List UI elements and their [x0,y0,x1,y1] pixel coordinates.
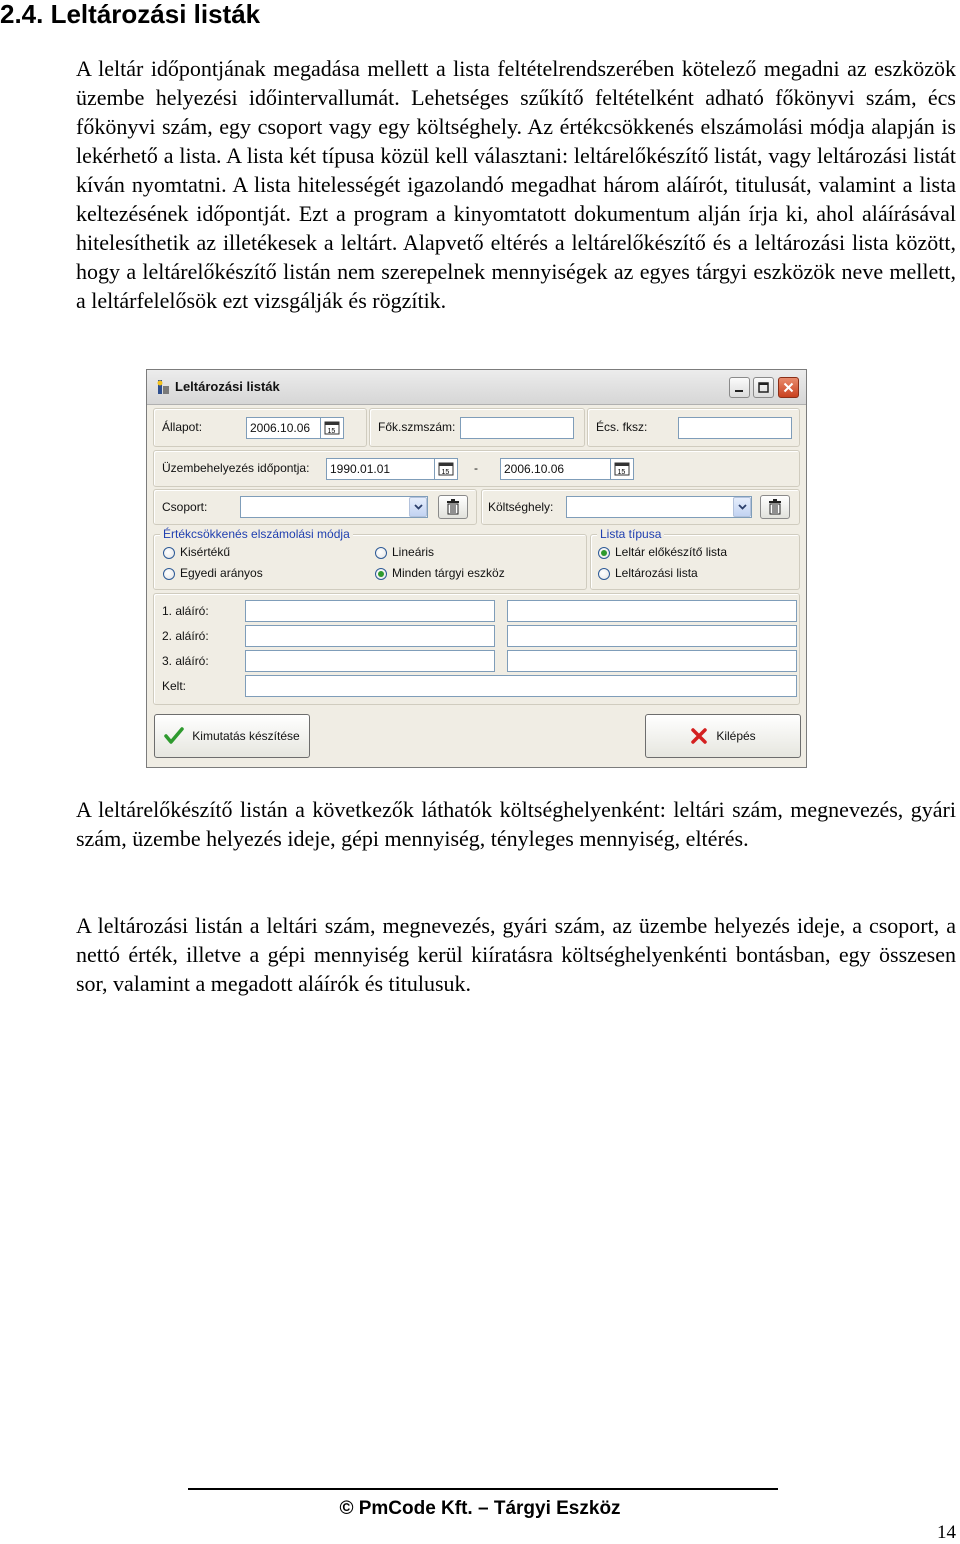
kilepes-label: Kilépés [716,729,756,743]
trash-icon [768,499,782,515]
svg-text:15: 15 [617,469,626,476]
signer-3-label: 3. aláíró: [162,654,209,668]
section-heading: 2.4. Leltározási listák [0,0,261,29]
radio-egyedi-aranyos[interactable] [163,568,175,580]
maximize-icon [758,382,769,393]
leltarozasi-paragraph: A leltározási listán a leltári szám, megnevezés, gyári szám, az üzembe helyezés ideje, a csoport, a nettó érték, illetve a gépi mennyiség kerül kiíratásra költséghelyenkénti bontásban, egy összesen sor, valamint a megadott aláírók és titulusuk. [76,913,956,996]
radio-kiserteku[interactable] [163,547,175,559]
signer-2-label: 2. aláíró: [162,629,209,643]
kelt-label: Kelt: [162,679,187,693]
signer-2-title-input[interactable] [507,625,797,647]
maximize-button[interactable] [753,377,774,398]
uzembehelyezes-to-input[interactable]: 2006.10.06 [500,458,610,480]
footer-text: © PmCode Kft. – Tárgyi Eszköz [339,1498,621,1519]
signer-3-title-input[interactable] [507,650,797,672]
radio-minden-targyi-eszkoz-label: Minden tárgyi eszköz [392,566,505,580]
to-calendar-button[interactable] [610,458,634,480]
koltseghely-label: Költséghely: [488,500,554,514]
from-calendar-button[interactable] [434,458,458,480]
calendar-icon [614,462,630,476]
koltseghely-group [481,489,800,525]
minimize-button[interactable] [729,377,750,398]
dialog-title: Leltározási listák [175,379,280,394]
close-icon [783,382,794,393]
csoport-clear-button[interactable] [438,495,468,519]
page-number: 14 [937,1522,956,1543]
csoport-label: Csoport: [162,500,208,514]
csoport-dropdown-button[interactable] [409,497,427,517]
minimize-icon [734,382,745,393]
date-range-separator: - [474,461,478,475]
kimutatas-keszitese-label: Kimutatás készítése [192,729,300,743]
radio-leltar-elokeszito[interactable] [598,547,610,559]
intro-paragraph: A leltár időpontjának megadása mellett a lista feltételrendszerében kötelező megadni az eszközök üzembe helyezési időintervallumát. Lehetséges szűkítő feltételként adható főkönyvi szám, écs főkönyvi szám, egy csoport vagy egy költséghely. Az értékcsökkenés elszámolási módja alapján is lekérhető a lista. A lista két típusa közül kell választani: leltárelőkészítő listát, vagy leltározási listát kíván nyomtatni. A lista hitelességét igazolandó megadhat három aláírót, titulusát, valamint a lista keltezésének időpontját. Ezt a program a kinyomtatott dokumentum alján írja ki, ahol aláírásával hitelesíthetik az illetékesek a leltárt. Alapvető eltérés a leltárelőkészítő és a leltározási lista között, hogy a leltárelőkészítő listán nem szerepelnek mennyiségek az egyes tárgyi eszközök neve mellett, a leltárfelelősök ezt vizsgálják és rögzítik. [76,56,956,313]
allapot-group [153,408,367,447]
radio-egyedi-aranyos-label: Egyedi arányos [180,566,263,580]
list-type-group [590,527,800,590]
signers-group [153,593,800,705]
close-button[interactable] [778,377,799,398]
csoport-select[interactable] [240,496,428,518]
checkmark-icon [164,727,184,745]
allapot-date-input[interactable]: 2006.10.06 [246,417,320,439]
leltarozasi-listak-dialog [146,369,807,768]
calendar-icon [324,421,340,435]
chevron-down-icon [414,504,423,510]
chevron-down-icon [738,504,747,510]
kilepes-button[interactable] [645,714,801,758]
csoport-group [153,489,477,525]
radio-leltarozasi-lista[interactable] [598,568,610,580]
radio-linearis[interactable] [375,547,387,559]
calendar-icon [438,462,454,476]
svg-text:15: 15 [327,428,336,435]
kelt-input[interactable] [245,675,797,697]
ecs-mode-group [153,527,587,590]
signer-1-title-input[interactable] [507,600,797,622]
fok-group [369,408,585,447]
allapot-label: Állapot: [162,420,203,434]
radio-leltarozasi-lista-label: Leltározási lista [615,566,698,580]
app-icon [155,379,171,395]
ecs-fksz-input[interactable] [678,417,792,439]
allapot-calendar-button[interactable] [320,417,344,439]
ecs-fksz-label: Écs. fksz: [596,420,648,434]
fok-szmszam-input[interactable] [460,417,574,439]
koltseghely-select[interactable] [566,496,752,518]
uzembehelyezes-label: Üzembehelyezés időpontja: [162,461,310,475]
kimutatas-keszitese-button[interactable] [154,714,310,758]
uzembehelyezes-from-input[interactable]: 1990.01.01 [326,458,434,480]
radio-minden-targyi-eszkoz[interactable] [375,568,387,580]
signer-1-name-input[interactable] [245,600,495,622]
elokeszito-paragraph: A leltárelőkészítő listán a következők láthatók költséghelyenként: leltári szám, megnevezés, gyári szám, üzembe helyezés ideje, gépi mennyiség, tényleges mennyiség, eltérés. [76,797,956,851]
fok-szmszam-label: Fők.szmszám: [378,420,456,434]
koltseghely-dropdown-button[interactable] [733,497,751,517]
dialog-titlebar [147,370,806,405]
uzembehelyezes-group [153,450,800,487]
ecs-mode-title: Értékcsökkenés elszámolási módja [160,527,353,541]
radio-leltar-elokeszito-label: Leltár előkészítő lista [615,545,728,559]
signer-3-name-input[interactable] [245,650,495,672]
signer-2-name-input[interactable] [245,625,495,647]
koltseghely-clear-button[interactable] [760,495,790,519]
list-type-title: Lista típusa [597,527,664,541]
svg-text:15: 15 [441,469,450,476]
radio-kiserteku-label: Kisértékű [180,545,231,559]
ecs-group [587,408,800,447]
signer-1-label: 1. aláíró: [162,604,209,618]
close-x-icon [690,727,708,745]
footer-rule [188,1488,778,1490]
radio-linearis-label: Lineáris [392,545,435,559]
trash-icon [446,499,460,515]
